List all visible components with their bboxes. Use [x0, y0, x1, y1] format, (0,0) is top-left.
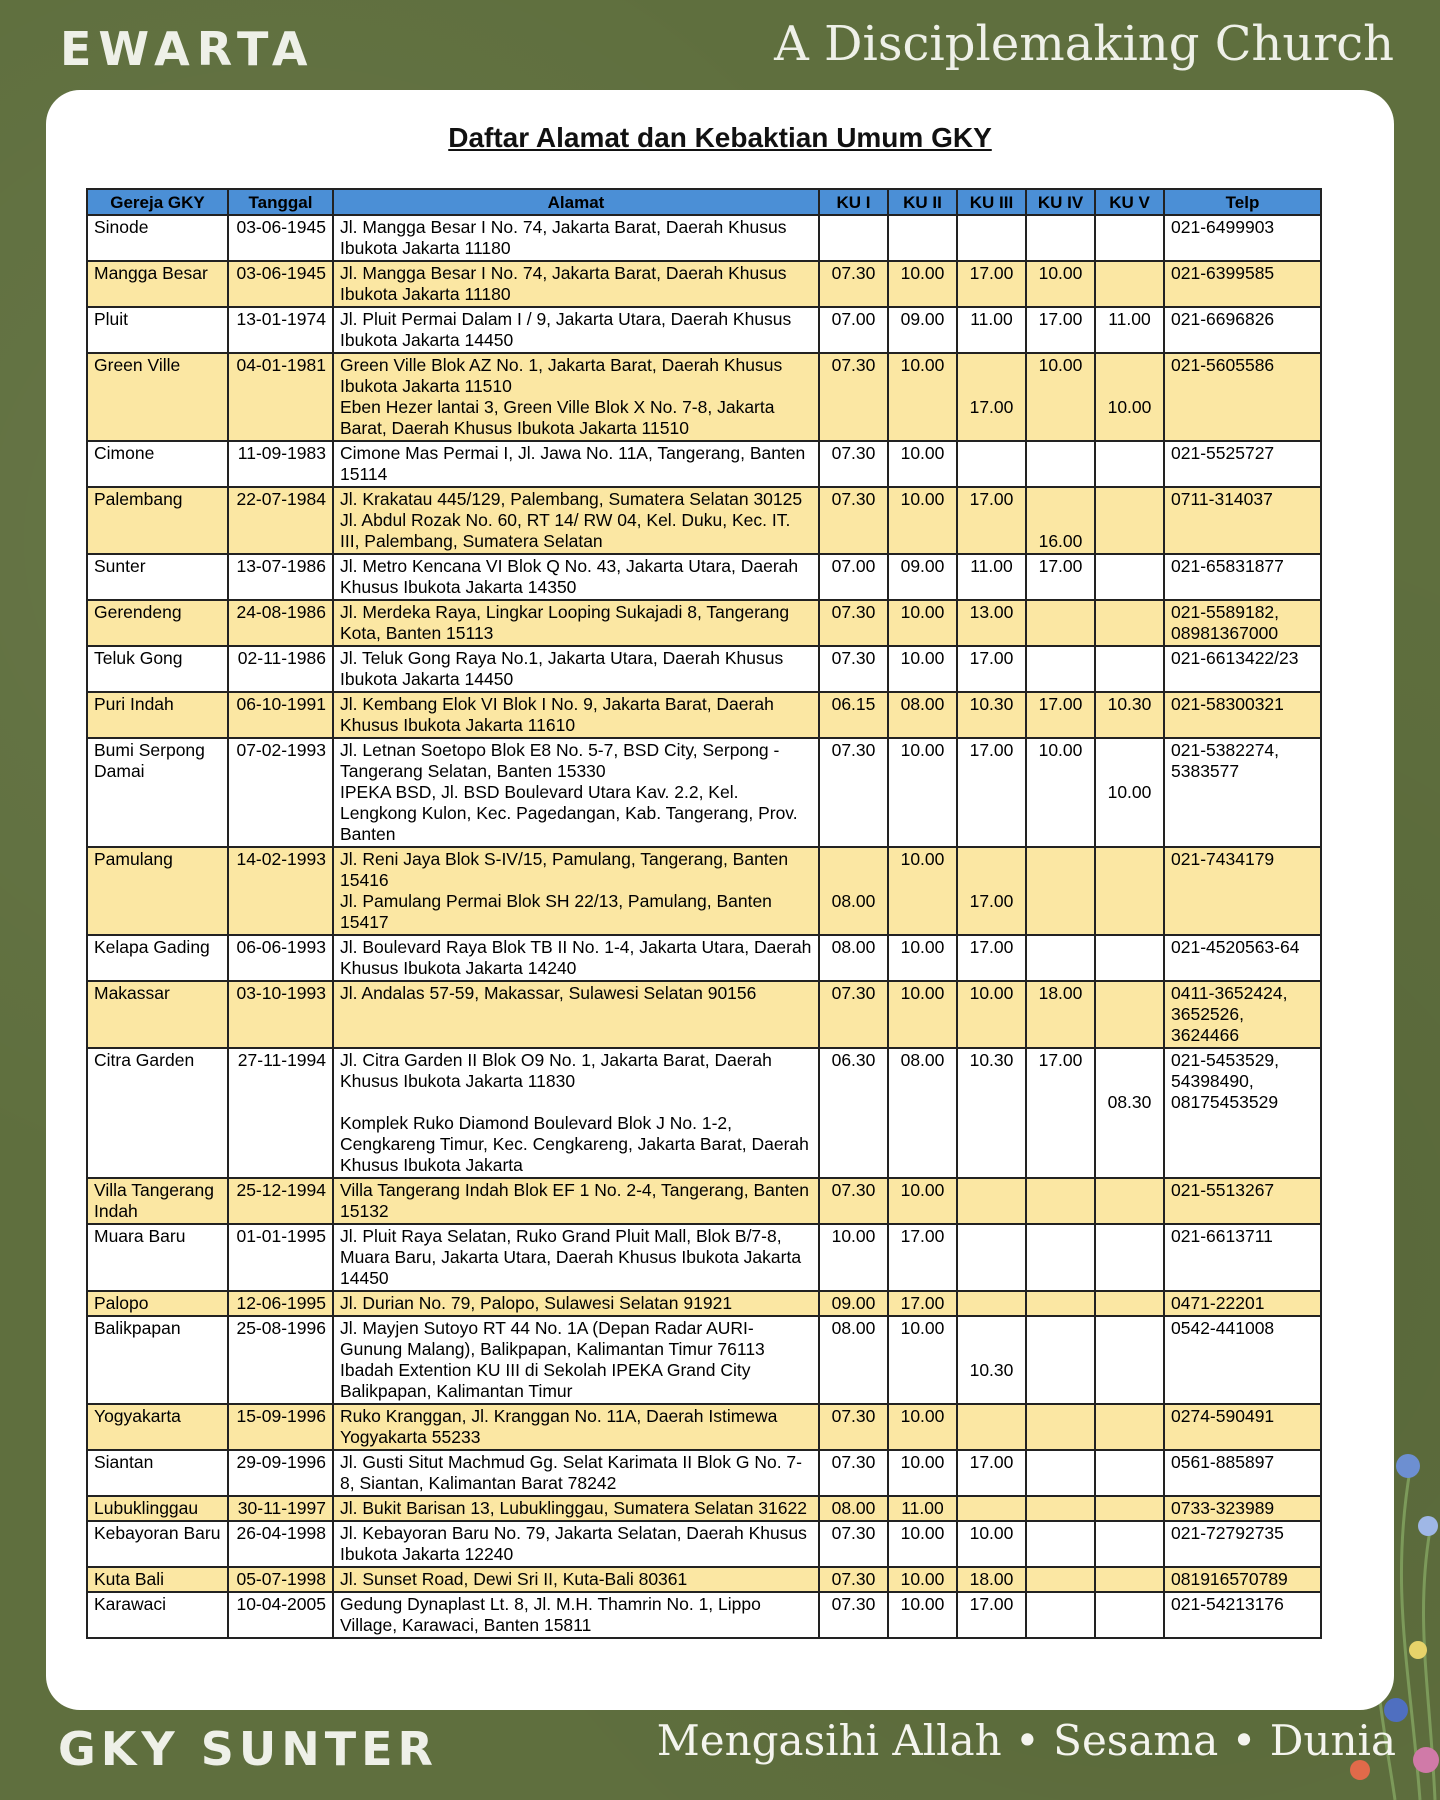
- service-time-ku4: [1026, 1567, 1095, 1592]
- church-name: Pluit: [87, 307, 228, 353]
- table-row: [87, 1450, 1321, 1496]
- table-row: [87, 215, 1321, 261]
- founding-date: 26-04-1998: [228, 1521, 333, 1567]
- address: Jl. Boulevard Raya Blok TB II No. 1-4, Jakarta Utara, Daerah Khusus Ibukota Jakarta 14240: [333, 935, 819, 981]
- address: Villa Tangerang Indah Blok EF 1 No. 2-4, Tangerang, Banten 15132: [333, 1178, 819, 1224]
- church-name: Palembang: [87, 487, 228, 554]
- service-time-ku4: [1026, 1521, 1095, 1567]
- church-name: Makassar: [87, 981, 228, 1048]
- service-time-ku3: 10.00: [957, 981, 1026, 1048]
- service-time-ku1: 07.30: [819, 1567, 888, 1592]
- service-time-ku2: 10.00: [888, 1178, 957, 1224]
- founding-date: 13-01-1974: [228, 307, 333, 353]
- service-time-ku1: 07.00: [819, 554, 888, 600]
- phone: 0711-314037: [1164, 487, 1321, 554]
- table-row: [87, 441, 1321, 487]
- address: Jl. Sunset Road, Dewi Sri II, Kuta-Bali 80361: [333, 1567, 819, 1592]
- service-time-ku3: 10.30: [957, 692, 1026, 738]
- service-time-ku3: 17.00: [957, 1592, 1026, 1638]
- founding-date: 04-01-1981: [228, 353, 333, 441]
- table-row: [87, 307, 1321, 353]
- church-name: Kelapa Gading: [87, 935, 228, 981]
- service-time-ku1: 07.30: [819, 981, 888, 1048]
- phone: 0411-3652424, 3652526, 3624466: [1164, 981, 1321, 1048]
- service-time-ku2: 10.00: [888, 261, 957, 307]
- time-value: 10.00: [1107, 397, 1152, 417]
- service-time-ku1: 07.30: [819, 738, 888, 847]
- address: Jl. Mangga Besar I No. 74, Jakarta Barat, Daerah Khusus Ibukota Jakarta 11180: [333, 215, 819, 261]
- service-time-ku1: 07.30: [819, 1521, 888, 1567]
- service-time-ku3: [957, 1496, 1026, 1521]
- address-line: Green Ville Blok AZ No. 1, Jakarta Barat, Daerah Khusus Ibukota Jakarta 11510: [340, 355, 783, 396]
- service-time-ku1: 07.30: [819, 441, 888, 487]
- service-time-ku4: 10.00: [1026, 261, 1095, 307]
- service-time-ku2: 17.00: [888, 1224, 957, 1291]
- column-header: Telp: [1164, 189, 1321, 215]
- church-name: Muara Baru: [87, 1224, 228, 1291]
- church-directory-table: [86, 188, 1322, 1639]
- time-value: 17.00: [969, 891, 1014, 911]
- founding-date: 13-07-1986: [228, 554, 333, 600]
- service-time-ku1: 07.30: [819, 646, 888, 692]
- service-time-ku3: [957, 1316, 1026, 1404]
- service-time-ku3: [957, 215, 1026, 261]
- founding-date: 27-11-1994: [228, 1048, 333, 1178]
- address-line: Jl. Reni Jaya Blok S-IV/15, Pamulang, Tangerang, Banten 15416: [340, 849, 789, 890]
- church-name: Cimone: [87, 441, 228, 487]
- address: Jl. Metro Kencana VI Blok Q No. 43, Jakarta Utara, Daerah Khusus Ibukota Jakarta 14350: [333, 554, 819, 600]
- church-name: Siantan: [87, 1450, 228, 1496]
- table-row: [87, 1316, 1321, 1404]
- founding-date: 10-04-2005: [228, 1592, 333, 1638]
- service-time-ku5: [1095, 646, 1164, 692]
- service-time-ku4: [1026, 1496, 1095, 1521]
- founding-date: 06-06-1993: [228, 935, 333, 981]
- address: [333, 1048, 819, 1178]
- address: Jl. Gusti Situt Machmud Gg. Selat Karimata II Blok G No. 7-8, Siantan, Kalimantan Barat 78242: [333, 1450, 819, 1496]
- column-header: Gereja GKY: [87, 189, 228, 215]
- table-row: [87, 1178, 1321, 1224]
- service-time-ku5: [1095, 554, 1164, 600]
- table-row: [87, 847, 1321, 935]
- column-header: KU IV: [1026, 189, 1095, 215]
- table-row: [87, 600, 1321, 646]
- service-time-ku4: [1026, 935, 1095, 981]
- time-value: 08.00: [831, 891, 876, 911]
- service-time-ku1: 07.30: [819, 1404, 888, 1450]
- address-line: Jl. Abdul Rozak No. 60, RT 14/ RW 04, Kel. Duku, Kec. IT. III, Palembang, Sumatera Selatan: [340, 510, 791, 551]
- founding-date: 24-08-1986: [228, 600, 333, 646]
- table-row: [87, 692, 1321, 738]
- phone: 021-5605586: [1164, 353, 1321, 441]
- address: [333, 1316, 819, 1404]
- service-time-ku2: 10.00: [888, 487, 957, 554]
- phone: 021-5589182, 08981367000: [1164, 600, 1321, 646]
- service-time-ku3: [957, 1404, 1026, 1450]
- church-name: Palopo: [87, 1291, 228, 1316]
- church-name: Kebayoran Baru: [87, 1521, 228, 1567]
- service-time-ku2: 10.00: [888, 1450, 957, 1496]
- church-name: Teluk Gong: [87, 646, 228, 692]
- service-time-ku2: 10.00: [888, 981, 957, 1048]
- service-time-ku2: 10.00: [888, 1521, 957, 1567]
- service-time-ku3: 18.00: [957, 1567, 1026, 1592]
- address-line: Komplek Ruko Diamond Boulevard Blok J No. 1-2, Cengkareng Timur, Kec. Cengkareng, Jakarta Barat, Daerah Khusus Ibukota Jakarta: [340, 1113, 809, 1175]
- service-time-ku2: 10.00: [888, 646, 957, 692]
- service-time-ku1: 07.30: [819, 261, 888, 307]
- service-time-ku1: 10.00: [819, 1224, 888, 1291]
- service-time-ku5: 10.30: [1095, 692, 1164, 738]
- service-time-ku4: 10.00: [1026, 353, 1095, 441]
- service-time-ku1: 08.00: [819, 935, 888, 981]
- church-name: Citra Garden: [87, 1048, 228, 1178]
- service-time-ku4: 17.00: [1026, 692, 1095, 738]
- church-name: Mangga Besar: [87, 261, 228, 307]
- brand-logo-text: EWARTA: [60, 22, 315, 76]
- table-row: [87, 1567, 1321, 1592]
- address: [333, 353, 819, 441]
- table-row: [87, 1291, 1321, 1316]
- table-row: [87, 1224, 1321, 1291]
- address: Jl. Kembang Elok VI Blok I No. 9, Jakarta Barat, Daerah Khusus Ibukota Jakarta 11610: [333, 692, 819, 738]
- column-header: Tanggal: [228, 189, 333, 215]
- phone: 021-4520563-64: [1164, 935, 1321, 981]
- service-time-ku5: [1095, 1178, 1164, 1224]
- service-time-ku2: 10.00: [888, 1316, 957, 1404]
- service-time-ku5: 11.00: [1095, 307, 1164, 353]
- phone: 021-7434179: [1164, 847, 1321, 935]
- phone: 021-6399585: [1164, 261, 1321, 307]
- address: Cimone Mas Permai I, Jl. Jawa No. 11A, Tangerang, Banten 15114: [333, 441, 819, 487]
- service-time-ku5: [1095, 353, 1164, 441]
- founding-date: 15-09-1996: [228, 1404, 333, 1450]
- founding-date: 11-09-1983: [228, 441, 333, 487]
- service-time-ku3: 10.30: [957, 1048, 1026, 1178]
- column-header: KU I: [819, 189, 888, 215]
- address: [333, 847, 819, 935]
- table-row: [87, 981, 1321, 1048]
- address-spacer: [340, 1092, 812, 1113]
- founding-date: 05-07-1998: [228, 1567, 333, 1592]
- founding-date: 25-08-1996: [228, 1316, 333, 1404]
- service-time-ku4: [1026, 1592, 1095, 1638]
- column-header: KU II: [888, 189, 957, 215]
- phone: 021-5513267: [1164, 1178, 1321, 1224]
- time-value: 10.30: [969, 1360, 1014, 1380]
- service-time-ku4: 17.00: [1026, 307, 1095, 353]
- church-name: Balikpapan: [87, 1316, 228, 1404]
- address: [333, 487, 819, 554]
- table-row: [87, 554, 1321, 600]
- service-time-ku5: [1095, 261, 1164, 307]
- service-time-ku5: [1095, 738, 1164, 847]
- header-tagline: A Disciplemaking Church: [774, 16, 1394, 72]
- phone: 0733-323989: [1164, 1496, 1321, 1521]
- service-time-ku3: 17.00: [957, 487, 1026, 554]
- phone: 021-58300321: [1164, 692, 1321, 738]
- service-time-ku5: [1095, 487, 1164, 554]
- phone: 021-5453529, 54398490, 08175453529: [1164, 1048, 1321, 1178]
- church-name: Green Ville: [87, 353, 228, 441]
- service-time-ku1: 07.00: [819, 307, 888, 353]
- service-time-ku4: [1026, 847, 1095, 935]
- address: Jl. Teluk Gong Raya No.1, Jakarta Utara, Daerah Khusus Ibukota Jakarta 14450: [333, 646, 819, 692]
- service-time-ku1: 08.00: [819, 1496, 888, 1521]
- church-name: Lubuklinggau: [87, 1496, 228, 1521]
- service-time-ku5: [1095, 1048, 1164, 1178]
- service-time-ku3: [957, 1291, 1026, 1316]
- service-time-ku4: [1026, 1450, 1095, 1496]
- service-time-ku2: 11.00: [888, 1496, 957, 1521]
- phone: 021-5382274, 5383577: [1164, 738, 1321, 847]
- founding-date: 03-10-1993: [228, 981, 333, 1048]
- church-name: Gerendeng: [87, 600, 228, 646]
- founding-date: 29-09-1996: [228, 1450, 333, 1496]
- church-name: Puri Indah: [87, 692, 228, 738]
- service-time-ku5: [1095, 1316, 1164, 1404]
- address: [333, 738, 819, 847]
- founding-date: 22-07-1984: [228, 487, 333, 554]
- service-time-ku1: [819, 215, 888, 261]
- founding-date: 03-06-1945: [228, 261, 333, 307]
- church-name: Yogyakarta: [87, 1404, 228, 1450]
- service-time-ku3: [957, 1178, 1026, 1224]
- time-value: 17.00: [969, 397, 1014, 417]
- founding-date: 06-10-1991: [228, 692, 333, 738]
- phone: 0471-22201: [1164, 1291, 1321, 1316]
- phone: 0542-441008: [1164, 1316, 1321, 1404]
- service-time-ku2: 10.00: [888, 600, 957, 646]
- address: Jl. Merdeka Raya, Lingkar Looping Sukajadi 8, Tangerang Kota, Banten 15113: [333, 600, 819, 646]
- service-time-ku3: [957, 847, 1026, 935]
- church-name: Villa Tangerang Indah: [87, 1178, 228, 1224]
- founding-date: 25-12-1994: [228, 1178, 333, 1224]
- phone: 021-72792735: [1164, 1521, 1321, 1567]
- phone: 021-54213176: [1164, 1592, 1321, 1638]
- service-time-ku5: [1095, 935, 1164, 981]
- service-time-ku4: [1026, 646, 1095, 692]
- phone: 081916570789: [1164, 1567, 1321, 1592]
- address-line: IPEKA BSD, Jl. BSD Boulevard Utara Kav. 2.2, Kel. Lengkong Kulon, Kec. Pagedangan, Kab. Tangerang, Prov. Banten: [340, 782, 798, 844]
- church-name: Karawaci: [87, 1592, 228, 1638]
- address: Jl. Kebayoran Baru No. 79, Jakarta Selatan, Daerah Khusus Ibukota Jakarta 12240: [333, 1521, 819, 1567]
- phone: 021-6499903: [1164, 215, 1321, 261]
- address: Jl. Durian No. 79, Palopo, Sulawesi Selatan 91921: [333, 1291, 819, 1316]
- service-time-ku3: 11.00: [957, 307, 1026, 353]
- service-time-ku5: [1095, 215, 1164, 261]
- service-time-ku5: [1095, 600, 1164, 646]
- service-time-ku3: 13.00: [957, 600, 1026, 646]
- service-time-ku3: 17.00: [957, 646, 1026, 692]
- service-time-ku2: 10.00: [888, 441, 957, 487]
- service-time-ku4: 17.00: [1026, 1048, 1095, 1178]
- address: Gedung Dynaplast Lt. 8, Jl. M.H. Thamrin No. 1, Lippo Village, Karawaci, Banten 15811: [333, 1592, 819, 1638]
- service-time-ku5: [1095, 1567, 1164, 1592]
- founding-date: 12-06-1995: [228, 1291, 333, 1316]
- service-time-ku3: 10.00: [957, 1521, 1026, 1567]
- service-time-ku1: 07.30: [819, 487, 888, 554]
- phone: 021-6696826: [1164, 307, 1321, 353]
- service-time-ku2: 09.00: [888, 307, 957, 353]
- service-time-ku1: 09.00: [819, 1291, 888, 1316]
- service-time-ku2: 10.00: [888, 1404, 957, 1450]
- church-name: Pamulang: [87, 847, 228, 935]
- phone: 021-5525727: [1164, 441, 1321, 487]
- phone: 0561-885897: [1164, 1450, 1321, 1496]
- table-row: [87, 1521, 1321, 1567]
- phone: 021-6613711: [1164, 1224, 1321, 1291]
- service-time-ku1: 08.00: [819, 1316, 888, 1404]
- service-time-ku4: 10.00: [1026, 738, 1095, 847]
- service-time-ku4: 18.00: [1026, 981, 1095, 1048]
- table-row: [87, 1592, 1321, 1638]
- phone: 021-6613422/23: [1164, 646, 1321, 692]
- service-time-ku3: 17.00: [957, 1450, 1026, 1496]
- table-row: [87, 646, 1321, 692]
- service-time-ku3: 17.00: [957, 738, 1026, 847]
- service-time-ku4: 17.00: [1026, 554, 1095, 600]
- founding-date: 07-02-1993: [228, 738, 333, 847]
- address-line: Jl. Krakatau 445/129, Palembang, Sumatera Selatan 30125: [340, 489, 803, 509]
- service-time-ku2: 09.00: [888, 554, 957, 600]
- service-time-ku5: [1095, 1224, 1164, 1291]
- service-time-ku4: [1026, 600, 1095, 646]
- address: Jl. Andalas 57-59, Makassar, Sulawesi Selatan 90156: [333, 981, 819, 1048]
- service-time-ku1: 07.30: [819, 600, 888, 646]
- table-row: [87, 935, 1321, 981]
- service-time-ku3: [957, 353, 1026, 441]
- service-time-ku5: [1095, 1496, 1164, 1521]
- address: Ruko Kranggan, Jl. Kranggan No. 11A, Daerah Istimewa Yogyakarta 55233: [333, 1404, 819, 1450]
- founding-date: 03-06-1945: [228, 215, 333, 261]
- document-title: Daftar Alamat dan Kebaktian Umum GKY: [448, 122, 992, 153]
- service-time-ku1: [819, 847, 888, 935]
- service-time-ku4: [1026, 215, 1095, 261]
- document-card: [46, 90, 1394, 1710]
- time-value: 10.00: [1107, 782, 1152, 802]
- service-time-ku1: 07.30: [819, 353, 888, 441]
- founding-date: 01-01-1995: [228, 1224, 333, 1291]
- service-time-ku2: 17.00: [888, 1291, 957, 1316]
- service-time-ku2: 10.00: [888, 847, 957, 935]
- phone: 0274-590491: [1164, 1404, 1321, 1450]
- time-value: 16.00: [1038, 531, 1083, 551]
- service-time-ku3: [957, 441, 1026, 487]
- service-time-ku5: [1095, 1291, 1164, 1316]
- table-row: [87, 738, 1321, 847]
- church-name: Kuta Bali: [87, 1567, 228, 1592]
- column-header: Alamat: [333, 189, 819, 215]
- service-time-ku1: 06.30: [819, 1048, 888, 1178]
- table-row: [87, 353, 1321, 441]
- address-line: Jl. Pamulang Permai Blok SH 22/13, Pamulang, Banten 15417: [340, 891, 772, 932]
- service-time-ku2: 08.00: [888, 1048, 957, 1178]
- column-header: KU V: [1095, 189, 1164, 215]
- service-time-ku4: [1026, 1316, 1095, 1404]
- address-line: Ibadah Extention KU III di Sekolah IPEKA Grand City Balikpapan, Kalimantan Timur: [340, 1360, 751, 1401]
- service-time-ku2: [888, 215, 957, 261]
- address-line: Jl. Mayjen Sutoyo RT 44 No. 1A (Depan Radar AURI-Gunung Malang), Balikpapan, Kalimantan Timur 76113: [340, 1318, 765, 1359]
- table-row: [87, 487, 1321, 554]
- service-time-ku5: [1095, 1404, 1164, 1450]
- service-time-ku4: [1026, 1178, 1095, 1224]
- service-time-ku2: 10.00: [888, 353, 957, 441]
- address: Jl. Bukit Barisan 13, Lubuklinggau, Sumatera Selatan 31622: [333, 1496, 819, 1521]
- address: Jl. Pluit Permai Dalam I / 9, Jakarta Utara, Daerah Khusus Ibukota Jakarta 14450: [333, 307, 819, 353]
- service-time-ku3: 17.00: [957, 935, 1026, 981]
- church-name: Bumi Serpong Damai: [87, 738, 228, 847]
- address-line: Jl. Citra Garden II Blok O9 No. 1, Jakarta Barat, Daerah Khusus Ibukota Jakarta 11830: [340, 1050, 772, 1091]
- table-row: [87, 261, 1321, 307]
- founding-date: 30-11-1997: [228, 1496, 333, 1521]
- address-line: Jl. Letnan Soetopo Blok E8 No. 5-7, BSD City, Serpong - Tangerang Selatan, Banten 15330: [340, 740, 780, 781]
- service-time-ku5: [1095, 1450, 1164, 1496]
- service-time-ku2: 08.00: [888, 692, 957, 738]
- service-time-ku5: [1095, 847, 1164, 935]
- footer-motto: Mengasihi Allah • Sesama • Dunia: [656, 1716, 1396, 1765]
- service-time-ku5: [1095, 981, 1164, 1048]
- service-time-ku5: [1095, 1521, 1164, 1567]
- church-name: Sinode: [87, 215, 228, 261]
- service-time-ku1: 06.15: [819, 692, 888, 738]
- address-line: Eben Hezer lantai 3, Green Ville Blok X No. 7-8, Jakarta Barat, Daerah Khusus Ibukota Jakarta 11510: [340, 397, 775, 438]
- service-time-ku2: 10.00: [888, 1567, 957, 1592]
- church-name: Sunter: [87, 554, 228, 600]
- service-time-ku3: 11.00: [957, 554, 1026, 600]
- founding-date: 02-11-1986: [228, 646, 333, 692]
- founding-date: 14-02-1993: [228, 847, 333, 935]
- address: Jl. Mangga Besar I No. 74, Jakarta Barat, Daerah Khusus Ibukota Jakarta 11180: [333, 261, 819, 307]
- service-time-ku2: 10.00: [888, 738, 957, 847]
- service-time-ku4: [1026, 487, 1095, 554]
- service-time-ku2: 10.00: [888, 1592, 957, 1638]
- service-time-ku4: [1026, 1291, 1095, 1316]
- phone: 021-65831877: [1164, 554, 1321, 600]
- service-time-ku4: [1026, 1224, 1095, 1291]
- time-value: 08.30: [1107, 1092, 1152, 1112]
- column-header: KU III: [957, 189, 1026, 215]
- footer-brand: GKY SUNTER: [58, 1722, 438, 1776]
- table-header-row: [87, 189, 1321, 215]
- service-time-ku4: [1026, 441, 1095, 487]
- table-row: [87, 1496, 1321, 1521]
- table-row: [87, 1404, 1321, 1450]
- service-time-ku5: [1095, 441, 1164, 487]
- service-time-ku1: 07.30: [819, 1178, 888, 1224]
- service-time-ku1: 07.30: [819, 1592, 888, 1638]
- service-time-ku3: [957, 1224, 1026, 1291]
- service-time-ku3: 17.00: [957, 261, 1026, 307]
- service-time-ku2: 10.00: [888, 935, 957, 981]
- address: Jl. Pluit Raya Selatan, Ruko Grand Pluit Mall, Blok B/7-8, Muara Baru, Jakarta Utara, Daerah Khusus Ibukota Jakarta 14450: [333, 1224, 819, 1291]
- table-row: [87, 1048, 1321, 1178]
- service-time-ku1: 07.30: [819, 1450, 888, 1496]
- service-time-ku4: [1026, 1404, 1095, 1450]
- service-time-ku5: [1095, 1592, 1164, 1638]
